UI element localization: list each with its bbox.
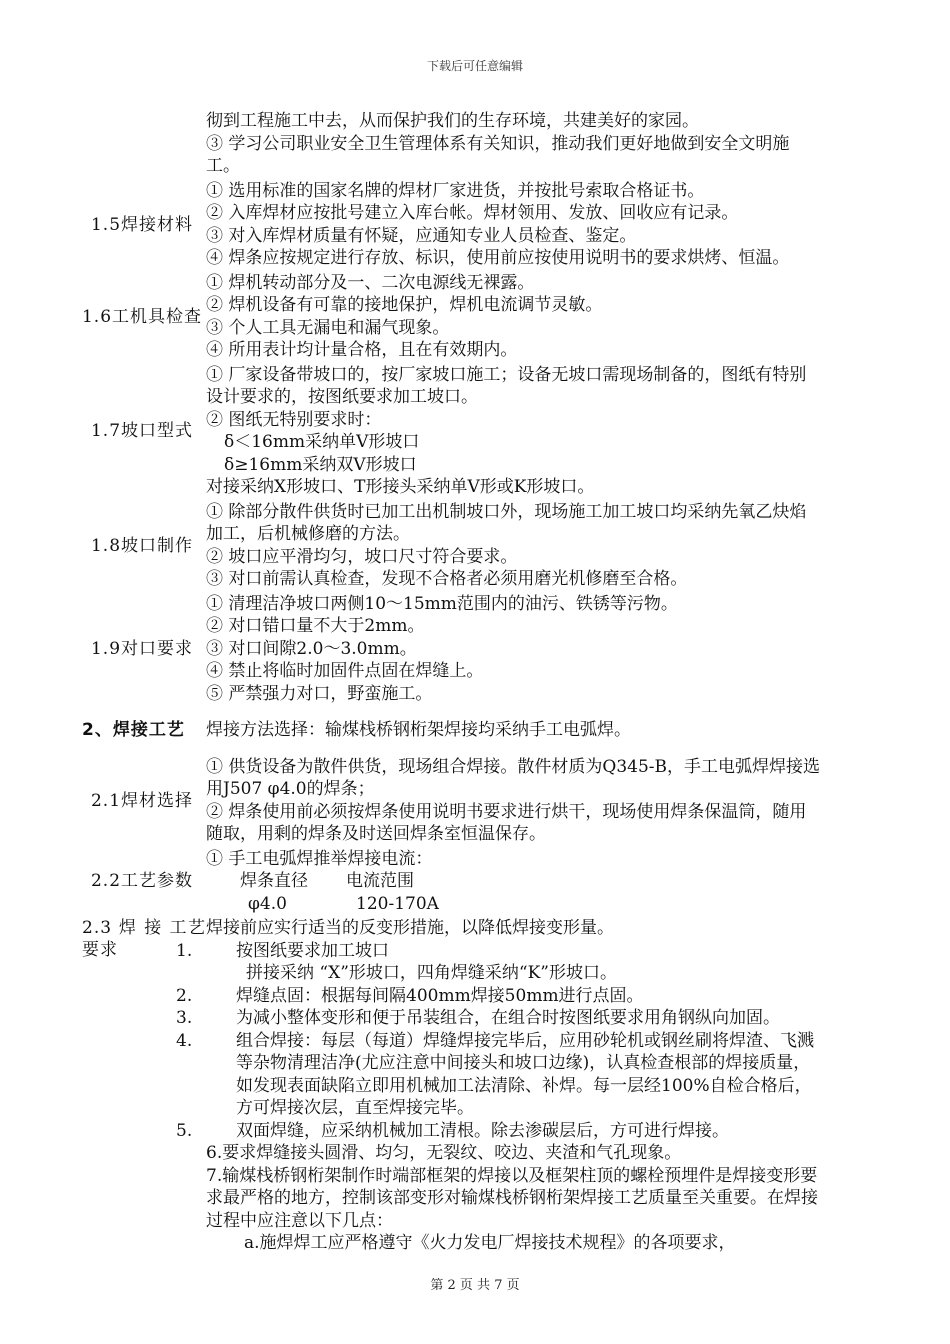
- list-number: 3.: [176, 1008, 193, 1028]
- section-label: 1.7坡口型式: [90, 421, 194, 441]
- text-line: ③ 对入库焊材质量有怀疑，应通知专业人员检查、鉴定。: [206, 225, 637, 246]
- text-line: 焊接前应实行适当的反变形措施，以降低焊接变形量。: [206, 918, 614, 938]
- section-content: [206, 501, 823, 591]
- text-line: ① 选用标准的国家名牌的焊材厂家进货，并按批号索取合格证书。: [206, 180, 705, 201]
- text-line: ① 焊机转动部分及一、二次电源线无裸露。: [206, 272, 535, 293]
- text-line: δ＜16mm采纳单Ⅴ形坡口: [224, 432, 420, 452]
- list-number: 1.: [176, 940, 193, 961]
- section-label: 2.1焊材选择: [90, 790, 194, 811]
- section-heading: 2、焊接工艺: [82, 720, 185, 741]
- list-item: [176, 1120, 823, 1143]
- text-line: 6.要求焊缝接头圆滑、均匀，无裂纹、咬边、夹渣和气孔现象。: [206, 1143, 682, 1163]
- section-1-5: [78, 180, 823, 270]
- list-text: 双面焊缝，应采纳机械加工清根。除去渗碳层后，方可进行焊接。: [236, 1120, 729, 1141]
- section-1-6: [78, 272, 823, 362]
- section-label: 2.2工艺参数: [90, 871, 194, 892]
- page-header: 下载后可任意编辑: [426, 59, 523, 73]
- section-2-1: [78, 756, 823, 846]
- list-number: 5.: [176, 1120, 193, 1141]
- section-1-7: [78, 364, 823, 499]
- text-line: 焊接方法选择：输煤栈桥钢桁架焊接均采纳手工电弧焊。: [206, 720, 631, 740]
- param-col-head: 焊条直径: [240, 871, 308, 891]
- list-item: [176, 1007, 823, 1030]
- list-text: 焊缝点固：根据每间隔400mm焊接50mm进行点固。: [236, 985, 644, 1006]
- section-label: 1.5焊接材料: [90, 214, 194, 235]
- section-content: [206, 272, 823, 362]
- section-2-2: [78, 848, 823, 916]
- list-number: 4.: [176, 1030, 193, 1051]
- document-body: [78, 110, 823, 1257]
- list-text: 按图纸要求加工坡口: [236, 940, 389, 961]
- list-number: 2.: [176, 985, 193, 1006]
- param-col-head: 电流范围: [346, 871, 414, 891]
- text-line: ⑤ 严禁强力对口，野蛮施工。: [206, 683, 433, 704]
- section-content: [206, 756, 823, 846]
- section-content: [206, 364, 823, 499]
- list-item: [176, 985, 823, 1008]
- param-value: 120-170A: [356, 893, 439, 914]
- text-line: ③ 学习公司职业安全卫生管理体系有关知识，推动我们更好地做到安全文明施工。: [206, 133, 790, 176]
- param-header-row: [206, 870, 823, 893]
- list-text: 组合焊接：每层（每道）焊缝焊接完毕后，应用砂轮机或钢丝刷将焊渣、飞溅等杂物清理洁净(尤应注意中间接头和坡口边缘)，认真检查根部的焊接质量，如发现表面缺陷立即用机械加工法清除、补焊。每一层经100%自检合格后，方可焊接次层，直至焊接完毕。: [236, 1030, 814, 1118]
- text-line: δ≥16mm采纳双Ⅴ形坡口: [224, 454, 417, 475]
- section-1-8: [78, 501, 823, 591]
- text-line: ① 清理洁净坡口两侧10～15mm范围内的油污、铁锈等污物。: [206, 593, 678, 614]
- section-content: [206, 593, 823, 706]
- text-line: ② 坡口应平滑均匀，坡口尺寸符合要求。: [206, 546, 518, 567]
- section-continuation: [78, 110, 823, 178]
- text-line: a.施焊焊工应严格遵守《火力发电厂焊接技术规程》的各项要求，: [244, 1233, 736, 1253]
- section-label: [78, 110, 206, 178]
- text-line: ① 供货设备为散件供货，现场组合焊接。散件材质为Q345-B，手工电弧焊焊接选用J507 φ4.0的焊条；: [206, 756, 821, 799]
- text-line: ④ 所用表计均计量合格，且在有效期内。: [206, 340, 518, 360]
- text-line: ④ 焊条应按规定进行存放、标识，使用前应按使用说明书的要求烘烤、恒温。: [206, 248, 790, 268]
- section-content: [206, 110, 823, 178]
- list-item: [176, 1030, 823, 1120]
- section-content: [206, 848, 823, 916]
- text-line: 对接采纳Ⅹ形坡口、T形接头采纳单Ⅴ形或K形坡口。: [206, 477, 595, 497]
- text-line: ② 图纸无特别要求时：: [206, 409, 382, 430]
- section-content: [206, 180, 823, 270]
- text-line: ④ 禁止将临时加固件点固在焊缝上。: [206, 661, 484, 681]
- list-subitem: 拼接采纳 “X”形坡口，四角焊缝采纳“K”形坡口。: [246, 963, 617, 983]
- text-line: ② 对口错口量不大于2mm。: [206, 616, 425, 636]
- section-2: [78, 719, 823, 742]
- param-value: φ4.0: [248, 893, 287, 914]
- text-line: ② 焊条使用前必须按焊条使用说明书要求进行烘干，现场使用焊条保温筒，随用随取，用剩的焊条及时送回焊条室恒温保存。: [206, 801, 807, 844]
- text-line: ② 焊机设备有可靠的接地保护，焊机电流调节灵敏。: [206, 295, 603, 315]
- section-label: 1.8坡口制作: [90, 535, 194, 556]
- text-line: ② 入库焊材应按批号建立入库台帐。焊材领用、发放、回收应有记录。: [206, 203, 739, 223]
- text-line: 7.输煤栈桥钢桁架制作时端部框架的焊接以及框架柱顶的螺栓预埋件是焊接变形要求最严格的地方，控制该部变形对输煤栈桥钢桁架焊接工艺质量至关重要。在焊接过程中应注意以下几点：: [206, 1165, 818, 1231]
- list-item: [176, 940, 823, 963]
- section-label: 2.3 焊 接 工艺要求: [82, 918, 206, 960]
- section-label: 1.9对口要求: [90, 638, 194, 659]
- text-line: ① 厂家设备带坡口的，按厂家坡口施工；设备无坡口需现场制备的，图纸有特别设计要求的，按图纸要求加工坡口。: [206, 364, 807, 407]
- section-2-3: [78, 917, 823, 1255]
- section-1-9: [78, 593, 823, 706]
- text-line: ① 手工电弧焊推举焊接电流：: [206, 848, 433, 869]
- text-line: 彻到工程施工中去，从而保护我们的生存环境，共建美好的家园。: [206, 111, 699, 131]
- param-value-row: [206, 893, 823, 916]
- page-footer: 第 2 页 共 7 页: [430, 1278, 520, 1293]
- text-line: ③ 个人工具无漏电和漏气现象。: [206, 317, 450, 338]
- text-line: ③ 对口前需认真检查，发现不合格者必须用磨光机修磨至合格。: [206, 569, 688, 589]
- section-content: [206, 719, 823, 742]
- text-line: ① 除部分散件供货时已加工出机制坡口外，现场施工加工坡口均采纳先氧乙炔焰加工，后机械修磨的方法。: [206, 501, 807, 544]
- section-content: [176, 917, 823, 1255]
- list-text: 为减小整体变形和便于吊装组合，在组合时按图纸要求用角钢纵向加固。: [236, 1008, 780, 1028]
- text-line: ③ 对口间隙2.0～3.0mm。: [206, 638, 417, 659]
- section-label: 1.6工机具检查: [81, 306, 203, 327]
